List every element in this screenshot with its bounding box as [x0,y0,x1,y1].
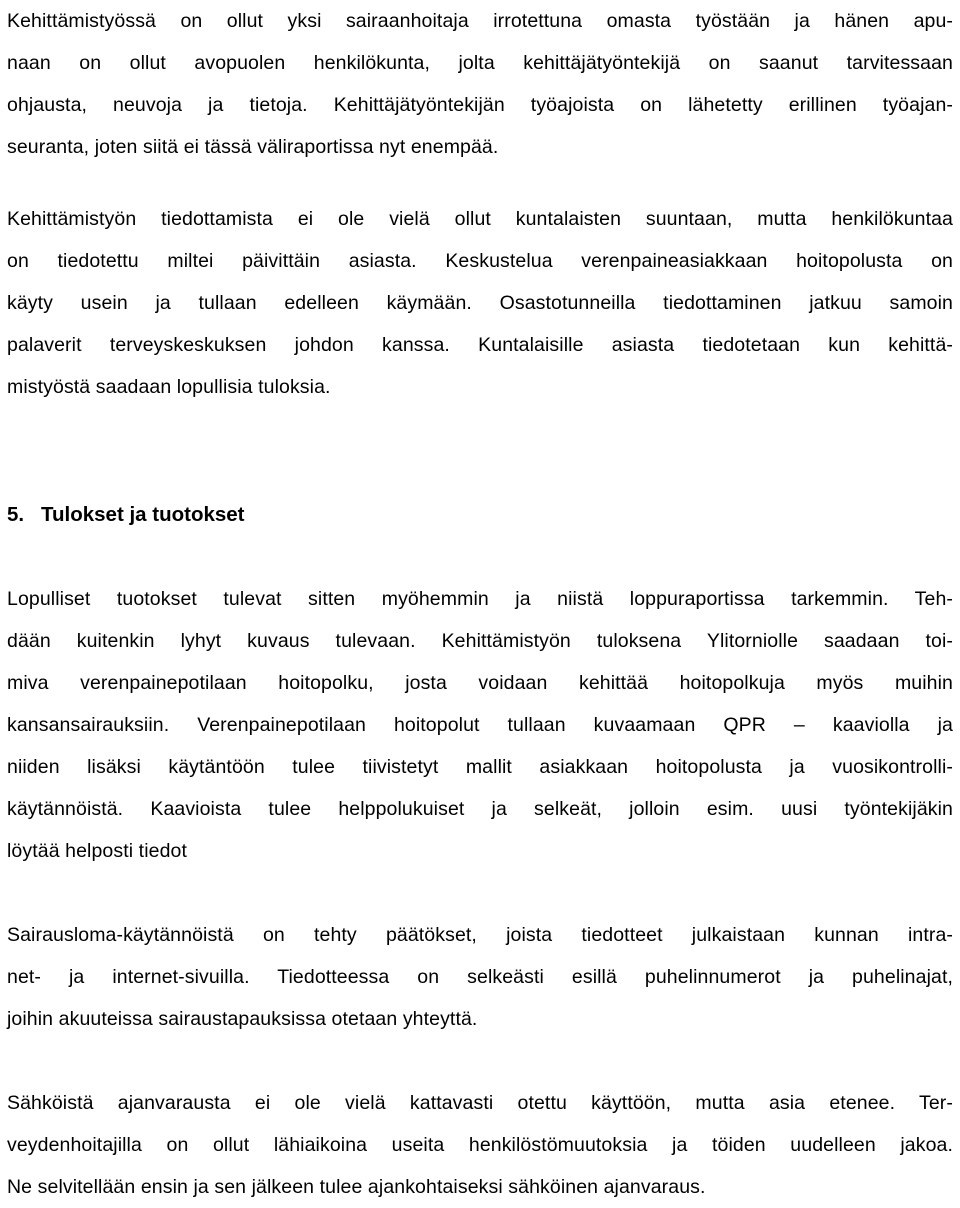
paragraph-line: käytännöistä. Kaavioista tulee helppolukuiset ja selkeät, jolloin esim. uusi työntekijäkin [7,798,953,820]
paragraph-line: dään kuitenkin lyhyt kuvaus tulevaan. Kehittämistyön tuloksena Ylitorniolle saadaan toi- [7,630,953,652]
paragraph-line: Kehittämistyön tiedottamista ei ole vielä ollut kuntalaisten suuntaan, mutta henkilökuntaa [7,208,953,230]
paragraph-e-booking [7,1082,953,1208]
paragraph-line: ohjausta, neuvoja ja tietoja. Kehittäjätyöntekijän työajoista on lähetetty erillinen työajan- [7,94,953,116]
paragraph-line: löytää helposti tiedot [7,840,187,862]
paragraph-line: miva verenpainepotilaan hoitopolku, josta voidaan kehittää hoitopolkuja myös muihin [7,672,953,694]
paragraph-line: naan on ollut avopuolen henkilökunta, jolta kehittäjätyöntekijä on saanut tarvitessaan [7,52,953,74]
paragraph-line: Ne selvitellään ensin ja sen jälkeen tulee ajankohtaiseksi sähköinen ajanvaraus. [7,1176,706,1198]
paragraph-line: Lopulliset tuotokset tulevat sitten myöhemmin ja niistä loppuraportissa tarkemmin. Teh- [7,588,953,610]
paragraph-line: Sairausloma-käytännöistä on tehty päätökset, joista tiedotteet julkaistaan kunnan intra- [7,924,953,946]
paragraph-line: kansansairauksiin. Verenpainepotilaan hoitopolut tullaan kuvaamaan QPR – kaaviolla ja [7,714,953,736]
paragraph-staffing [7,0,953,168]
paragraph-line: Sähköistä ajanvarausta ei ole vielä kattavasti otettu käyttöön, mutta asia etenee. Ter- [7,1092,953,1114]
paragraph-line: niiden lisäksi käytäntöön tulee tiivistetyt mallit asiakkaan hoitopolusta ja vuosikontrolli- [7,756,953,778]
paragraph-communication [7,198,953,408]
paragraph-line: Kehittämistyössä on ollut yksi sairaanhoitaja irrotettuna omasta työstään ja hänen apu- [7,10,953,32]
section-title: Tulokset ja tuotokset [41,503,245,526]
paragraph-line: on tiedotettu miltei päivittäin asiasta. Keskustelua verenpaineasiakkaan hoitopolusta on [7,250,953,272]
paragraph-line: joihin akuuteissa sairaustapauksissa otetaan yhteyttä. [7,1008,478,1030]
paragraph-results [7,578,953,872]
paragraph-line: mistyöstä saadaan lopullisia tuloksia. [7,376,331,398]
paragraph-line: net- ja internet-sivuilla. Tiedotteessa on selkeästi esillä puhelinnumerot ja puhelinajat, [7,966,953,988]
section-number: 5. [7,503,25,526]
paragraph-line: palaverit terveyskeskuksen johdon kanssa. Kuntalaisille asiasta tiedotetaan kun kehittä- [7,334,953,356]
paragraph-line: käyty usein ja tullaan edelleen käymään. Osastotunneilla tiedottaminen jatkuu samoin [7,292,953,314]
paragraph-line: veydenhoitajilla on ollut lähiaikoina useita henkilöstömuutoksia ja töiden uudelleen jakoa. [7,1134,953,1156]
paragraph-sick-leave [7,914,953,1040]
section-heading [7,494,245,536]
paragraph-line: seuranta, joten siitä ei tässä väliraportissa nyt enempää. [7,136,499,158]
